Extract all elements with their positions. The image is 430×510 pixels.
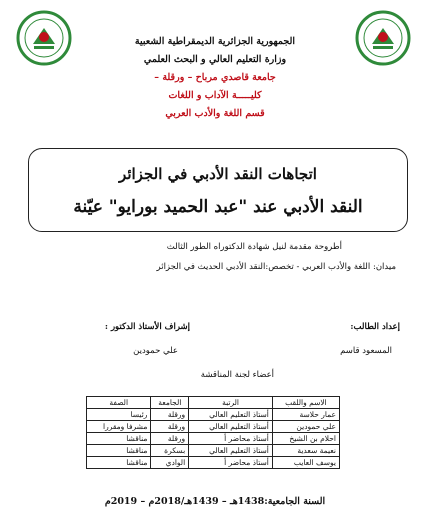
- member-role: مناقشا: [87, 433, 151, 445]
- supervisor-label: إشراف الأستاذ الدكتور :: [104, 322, 190, 332]
- member-name: عمار حلاسة: [272, 409, 339, 421]
- table-row: [87, 409, 340, 421]
- member-university: ورقلة: [151, 421, 189, 433]
- col-rank: الرتبة: [189, 397, 273, 409]
- prepared-by-label: إعداد الطالب:: [350, 322, 400, 332]
- ministry-line: وزارة التعليم العالي و البحث العلمي: [143, 54, 287, 65]
- member-university: ورقلة: [151, 433, 189, 445]
- university-logo-right: [355, 10, 411, 66]
- faculty-line: كليـــــة الآداب و اللغات: [168, 90, 262, 101]
- university-line: جامعة قاصدي مرباح – ورقلة –: [154, 72, 276, 83]
- thesis-title-box: [28, 148, 408, 232]
- thesis-purpose: أطروحة مقدمة لنيل شهادة الدكتوراه الطور الثالث: [166, 242, 342, 252]
- col-university: الجامعة: [151, 397, 189, 409]
- member-role: مشرفا ومقررا: [87, 421, 151, 433]
- member-role: رئيسا: [87, 409, 151, 421]
- col-role: الصفة: [87, 397, 151, 409]
- member-rank: أستاذ محاضر أ: [189, 433, 273, 445]
- member-rank: أستاذ محاضر أ: [189, 457, 273, 469]
- university-logo-left: [16, 10, 72, 66]
- member-role: مناقشا: [87, 457, 151, 469]
- student-name: المسعود قاسم: [340, 346, 392, 356]
- table-row: [87, 445, 340, 457]
- member-name: نعيمة سعدية: [272, 445, 339, 457]
- supervisor-name: علي حمودين: [133, 346, 178, 356]
- col-name: الاسم واللقب: [272, 397, 339, 409]
- member-name: يوسف العايب: [272, 457, 339, 469]
- member-university: بسكرة: [151, 445, 189, 457]
- table-row: [87, 433, 340, 445]
- member-rank: أستاذ التعليم العالي: [189, 409, 273, 421]
- table-row: [87, 457, 340, 469]
- member-role: مناقشا: [87, 445, 151, 457]
- member-rank: أستاذ التعليم العالي: [189, 421, 273, 433]
- table-header-row: [87, 397, 340, 409]
- academic-year: السنة الجامعية:1438هـ – 1439هـ/2018م – 2019م: [104, 496, 326, 507]
- member-university: ورقلة: [151, 409, 189, 421]
- table-row: [87, 421, 340, 433]
- member-name: علي حمودين: [272, 421, 339, 433]
- member-rank: أستاذ التعليم العالي: [189, 445, 273, 457]
- thesis-title-line1: اتجاهات النقد الأدبي في الجزائر: [119, 165, 317, 183]
- committee-table: [86, 396, 340, 469]
- department-line: قسم اللغة والأدب العربي: [165, 108, 265, 119]
- committee-title: أعضاء لجنة المناقشة: [200, 370, 274, 380]
- thesis-title-line2: النقد الأدبي عند "عبد الحميد بورايو" عيّنة: [73, 197, 363, 217]
- member-university: الوادي: [151, 457, 189, 469]
- thesis-field: ميدان: اللغة والأدب العربي - تخصص:النقد الأدبي الحديث في الجزائر: [156, 262, 396, 272]
- republic-line: الجمهورية الجزائرية الديمقراطية الشعبية: [134, 36, 296, 47]
- member-name: احلام بن الشيخ: [272, 433, 339, 445]
